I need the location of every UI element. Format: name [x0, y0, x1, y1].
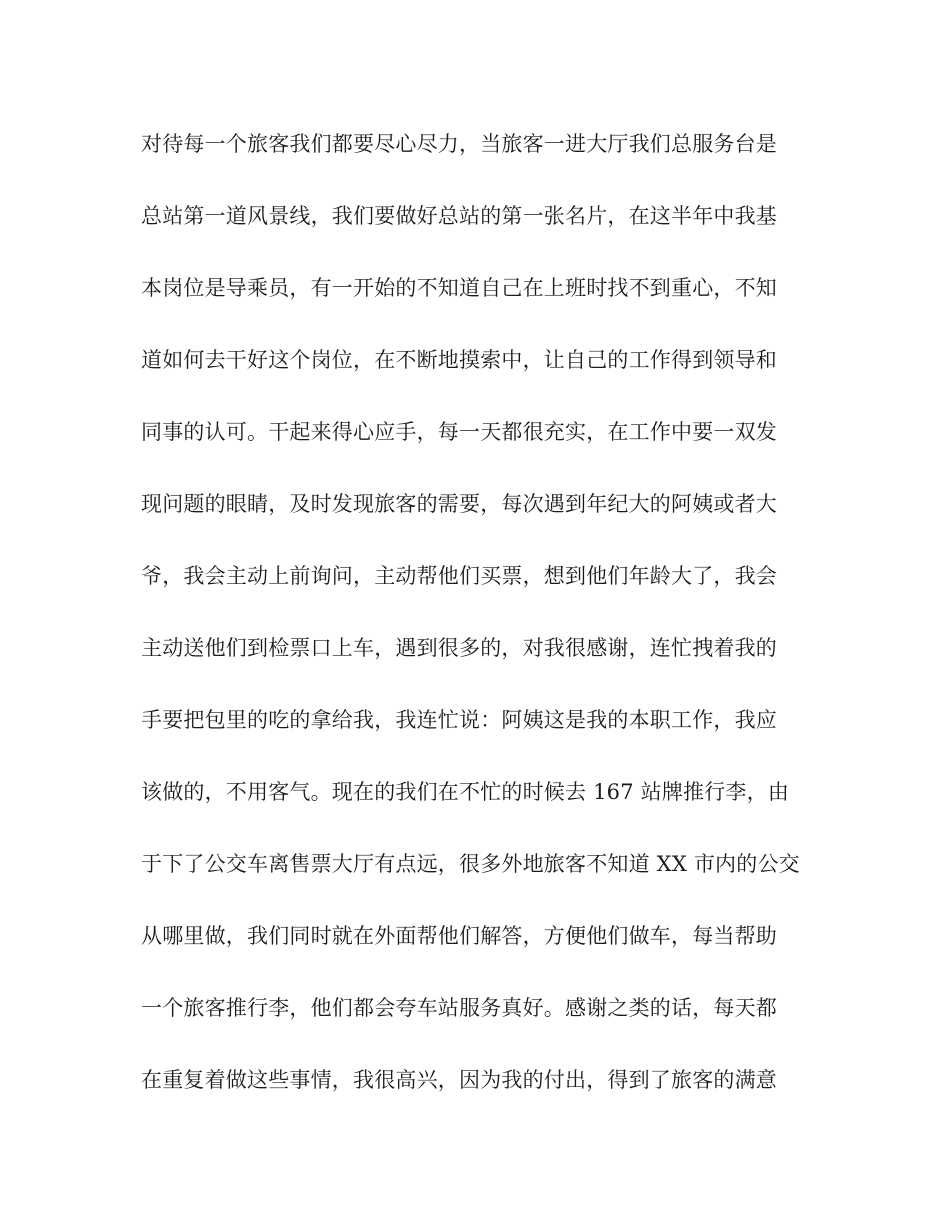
text-line: 道如何去干好这个岗位，在不断地摸索中，让自己的工作得到领导和	[141, 348, 777, 372]
text-line: 现问题的眼睛，及时发现旅客的需要，每次遇到年纪大的阿姨或者大	[141, 492, 777, 516]
paragraph	[141, 124, 821, 1132]
text-line: 爷，我会主动上前询问，主动帮他们买票，想到他们年龄大了，我会	[141, 564, 777, 588]
text-line: 于下了公交车离售票大厅有点远，很多外地旅客不知道 XX 市内的公交	[141, 852, 800, 876]
text-line: 主动送他们到检票口上车，遇到很多的，对我很感谢，连忙拽着我的	[141, 636, 777, 660]
text-line: 一个旅客推行李，他们都会夸车站服务真好。感谢之类的话，每天都	[141, 996, 777, 1020]
text-line: 在重复着做这些事情，我很高兴，因为我的付出，得到了旅客的满意	[141, 1068, 777, 1092]
text-line: 该做的，不用客气。现在的我们在不忙的时候去 167 站牌推行李，由	[141, 780, 790, 804]
text-line: 对待每一个旅客我们都要尽心尽力，当旅客一进大厅我们总服务台是	[141, 132, 777, 156]
text-line: 总站第一道风景线，我们要做好总站的第一张名片，在这半年中我基	[141, 204, 777, 228]
text-line: 从哪里做，我们同时就在外面帮他们解答，方便他们做车，每当帮助	[141, 924, 777, 948]
text-line: 同事的认可。干起来得心应手，每一天都很充实，在工作中要一双发	[141, 420, 777, 444]
text-line: 手要把包里的吃的拿给我，我连忙说：阿姨这是我的本职工作，我应	[141, 708, 777, 732]
text-line: 本岗位是导乘员，有一开始的不知道自己在上班时找不到重心，不知	[141, 276, 777, 300]
